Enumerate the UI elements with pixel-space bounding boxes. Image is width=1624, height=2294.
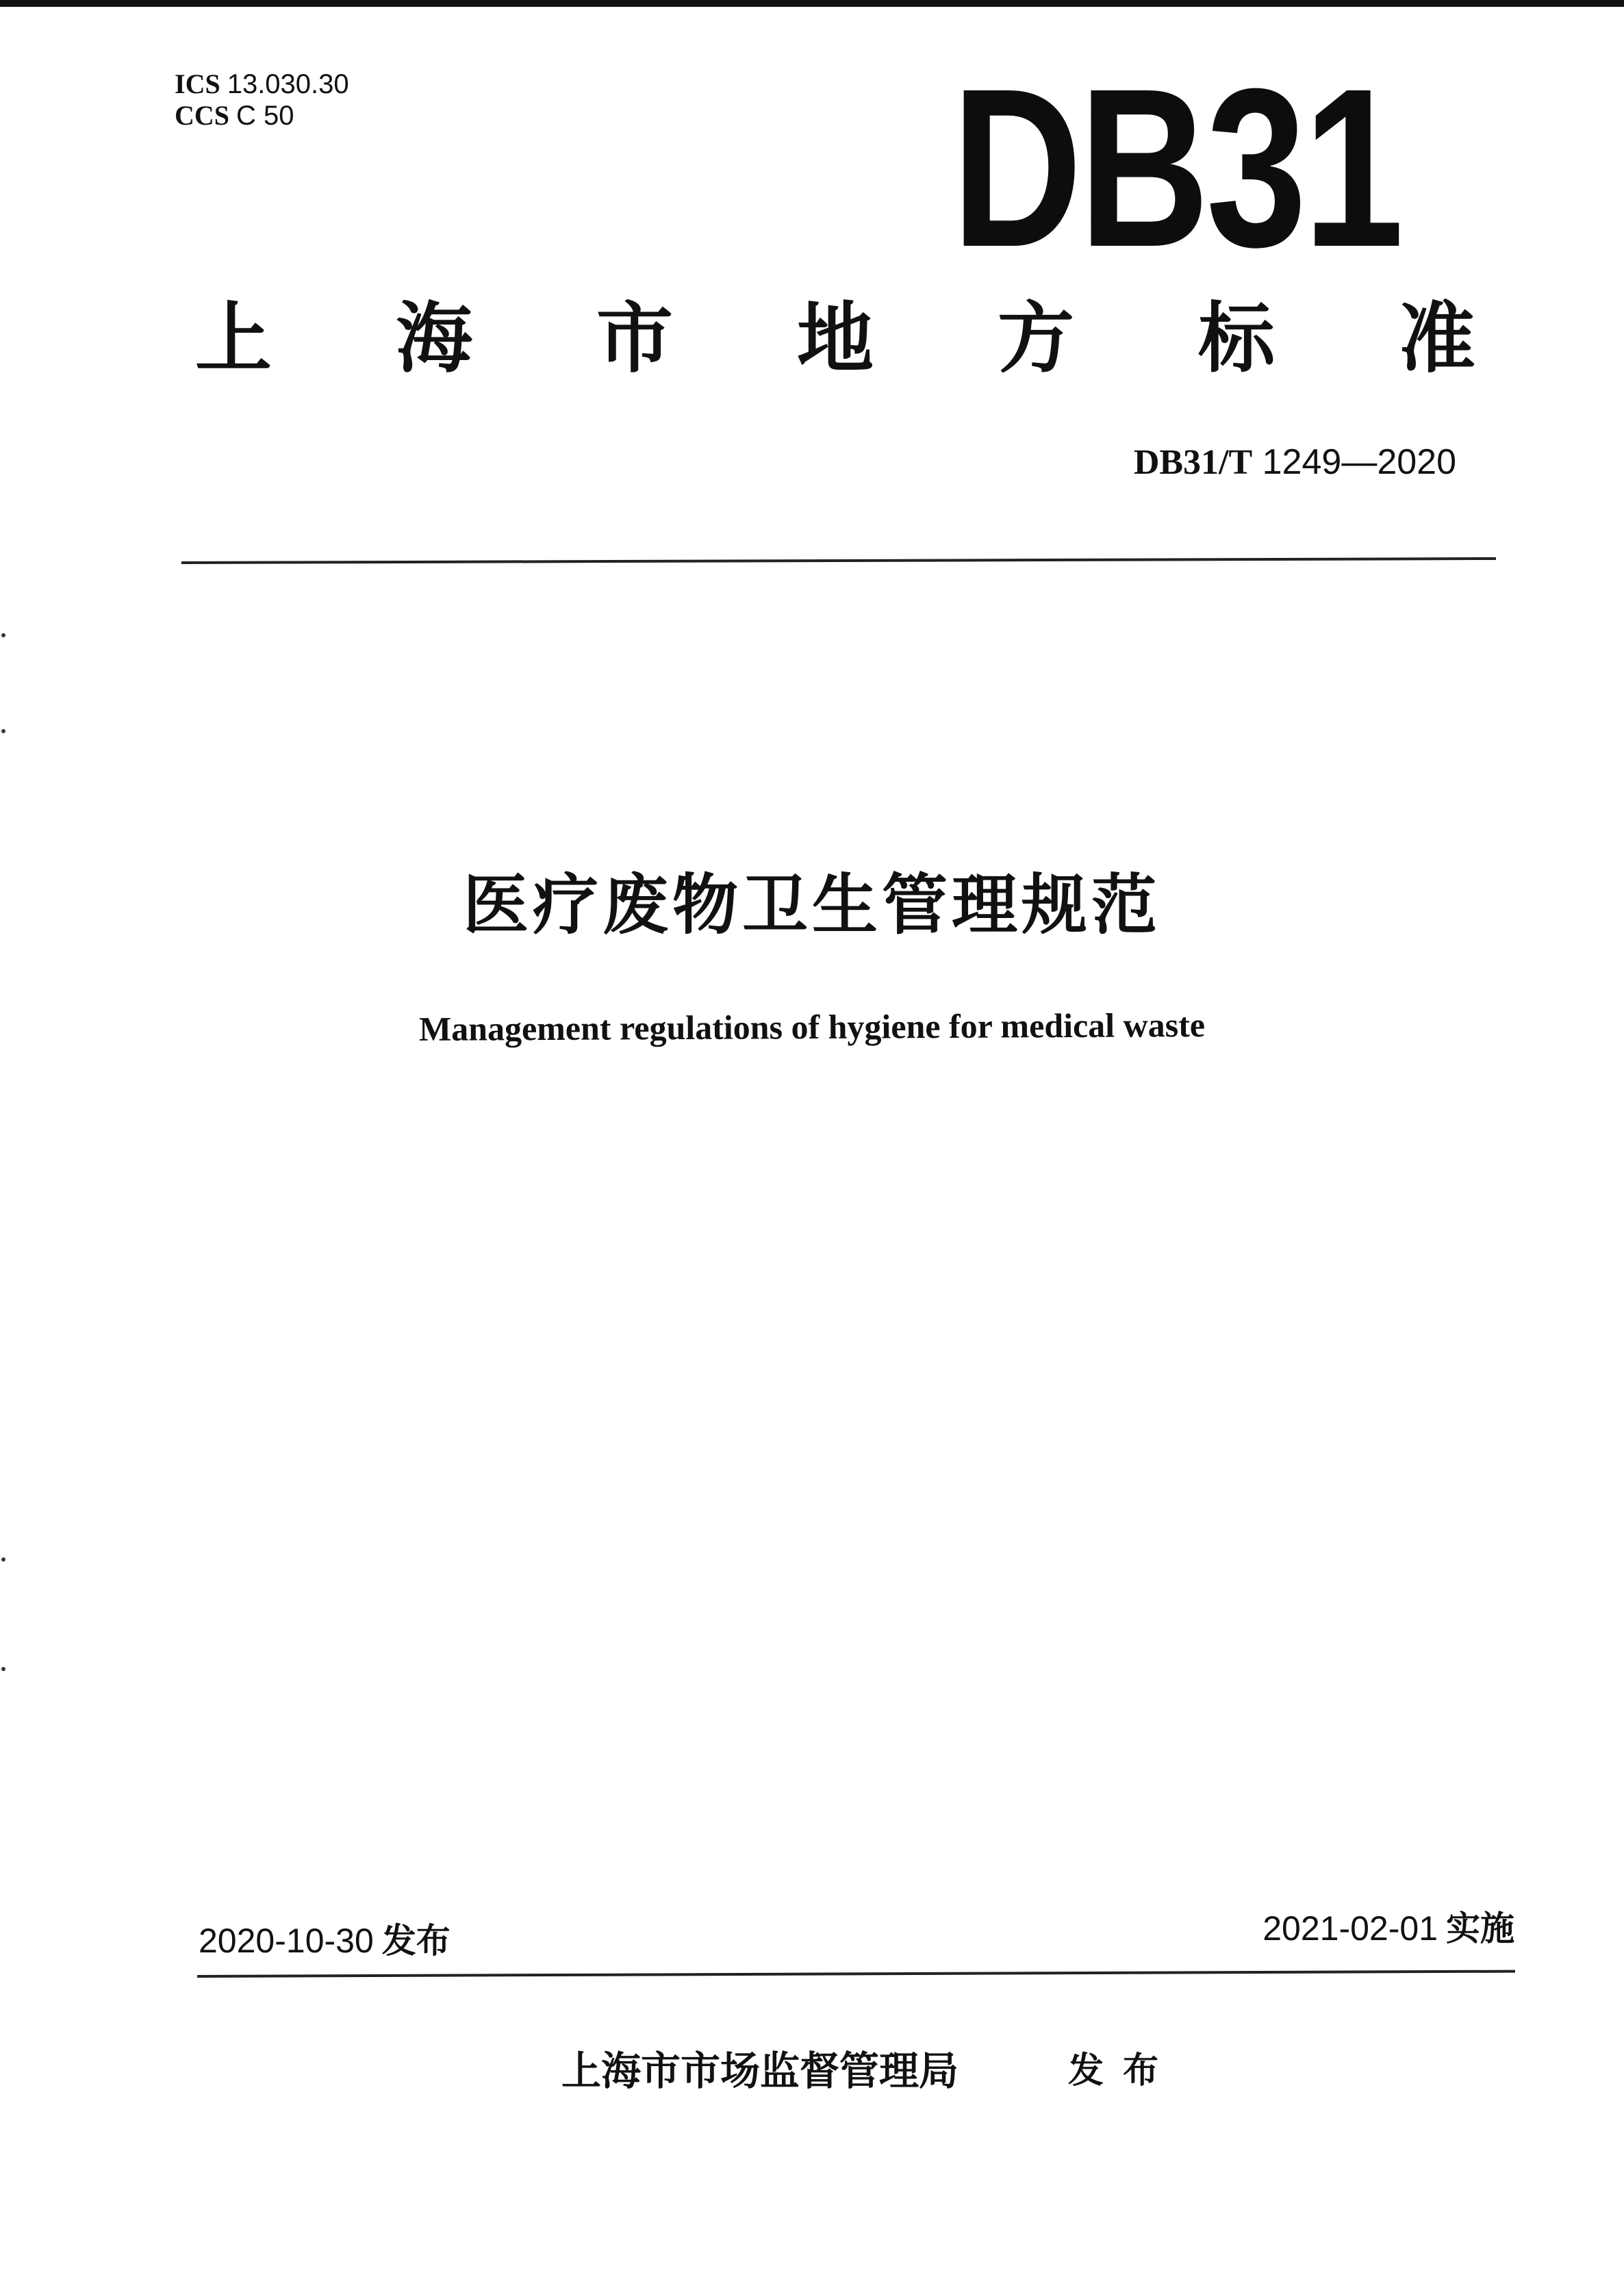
publisher-name: 上海市市场监督管理局 [561,2048,959,2094]
issue-date-value: 2020-10-30 [199,1922,374,1960]
standard-number-value: 1249—2020 [1262,442,1456,482]
ccs-code [175,100,349,131]
standard-type-char: 市 [596,294,673,383]
publish-label: 发布 [1068,2050,1178,2091]
ics-code [175,68,349,100]
standard-type-char: 地 [797,294,874,383]
top-edge-border [0,0,1624,7]
classification-codes [175,68,349,131]
implementation-date-value: 2021-02-01 [1263,1909,1438,1948]
scan-speck [1,633,5,637]
standard-type-char: 准 [1399,294,1475,383]
ccs-label: CCS [175,100,230,131]
top-divider [181,557,1496,564]
scan-speck [1,729,5,733]
standard-type-char: 方 [998,294,1074,383]
ics-value: 13.030.30 [227,69,349,99]
standard-type-char: 标 [1198,294,1275,383]
ccs-value: C 50 [236,101,294,131]
issue-label: 发布 [381,1921,451,1961]
title-chinese: 医疗废物卫生管理规范 [463,867,1161,943]
standard-number [1134,442,1456,483]
standard-number-prefix: DB31/T [1133,443,1253,482]
scan-speck [1,1557,5,1562]
bottom-divider [197,1970,1515,1978]
ics-label: ICS [175,68,220,99]
scan-speck [1,1667,5,1671]
implementation-date [1263,1908,1514,1949]
standard-type-char: 上 [195,294,272,383]
standard-type-heading [195,294,1475,383]
title-english: Management regulations of hygiene for medical waste [418,1005,1206,1049]
db31-logo: DB31 [952,41,1401,294]
standard-type-char: 海 [396,294,472,383]
issue-date [199,1920,451,1961]
implementation-label: 实施 [1446,1909,1514,1948]
